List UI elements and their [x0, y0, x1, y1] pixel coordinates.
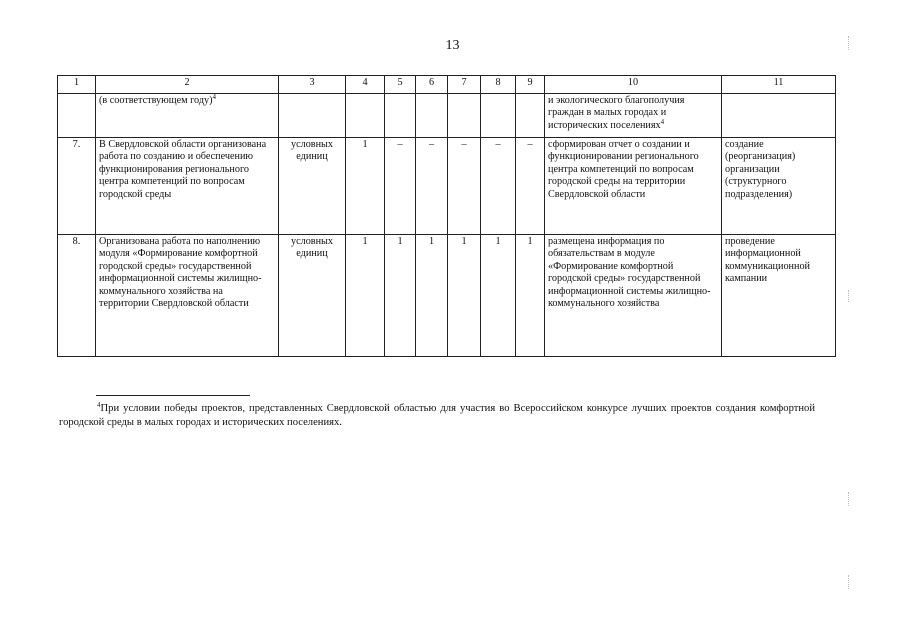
activity-cell: В Свердловской области организована работа по созданию и обеспечению функционирования регионального центра компетенций по вопросам городской среды: [96, 138, 279, 235]
page-number: 13: [445, 38, 460, 53]
table-row: [58, 138, 836, 235]
value-cell: 1: [516, 235, 545, 357]
scan-artifact: [848, 492, 850, 506]
value-cell: [481, 94, 516, 138]
scan-artifact: [848, 36, 850, 50]
column-header-2: 2: [96, 76, 279, 94]
activity-cell: Организована работа по наполнению модуля «Формирование комфортной городской среды» государственной информационной системы жилищно-коммунального хозяйства на территории Свердловской области: [96, 235, 279, 357]
footnote-ref: 4: [212, 93, 217, 101]
value-cell: [448, 94, 481, 138]
row-number: [58, 94, 96, 138]
column-header-3: 3: [279, 76, 346, 94]
footnote-marker: 4: [97, 401, 101, 409]
table-row-continuation: [58, 94, 836, 138]
value-cell: 1: [416, 235, 448, 357]
note-cell: создание (реорганизация) организации (структурного подразделения): [722, 138, 836, 235]
value-cell: [516, 94, 545, 138]
footnote-separator: [96, 395, 250, 396]
note-cell: проведение информационной коммуникационной кампании: [722, 235, 836, 357]
value-cell: –: [516, 138, 545, 235]
unit-cell: условных единиц: [279, 235, 346, 357]
value-cell: 1: [448, 235, 481, 357]
column-header-5: 5: [385, 76, 416, 94]
table-header-row: [58, 76, 836, 94]
value-cell: –: [416, 138, 448, 235]
column-header-4: 4: [346, 76, 385, 94]
footnote-ref: 4: [660, 117, 665, 126]
result-cell: [545, 94, 722, 138]
value-cell: 1: [481, 235, 516, 357]
result-cell: размещена информация по обязательствам в модуле «Формирование комфортной городской среды» государственной информационной системы жилищно-коммунального хозяйства: [545, 235, 722, 357]
note-cell: [722, 94, 836, 138]
row-number: 8.: [58, 235, 96, 357]
result-cell: сформирован отчет о создании и функционировании регионального центра компетенций по вопросам городской среды на территории Свердловской области: [545, 138, 722, 235]
footnote: [59, 402, 815, 429]
column-header-10: 10: [545, 76, 722, 94]
column-header-8: 8: [481, 76, 516, 94]
table-row: [58, 235, 836, 357]
column-header-6: 6: [416, 76, 448, 94]
unit-cell: [279, 94, 346, 138]
indicators-table: [57, 75, 836, 357]
column-header-7: 7: [448, 76, 481, 94]
row-number: 7.: [58, 138, 96, 235]
column-header-9: 9: [516, 76, 545, 94]
result-text: и экологического благополучия граждан в малых городах и исторических поселениях: [548, 95, 685, 131]
value-cell: 1: [346, 235, 385, 357]
value-cell: –: [448, 138, 481, 235]
value-cell: 1: [385, 235, 416, 357]
activity-cell: [96, 94, 279, 138]
value-cell: [385, 94, 416, 138]
unit-cell: условных единиц: [279, 138, 346, 235]
value-cell: [416, 94, 448, 138]
activity-text: (в соответствующем году): [99, 95, 213, 106]
footnote-text: При условии победы проектов, представленных Свердловской областью для участия во Всероссийском конкурсе лучших проектов создания комфортной городской среды в малых городах и исторических поселениях.: [59, 403, 815, 428]
column-header-11: 11: [722, 76, 836, 94]
value-cell: 1: [346, 138, 385, 235]
value-cell: –: [481, 138, 516, 235]
scan-artifact: [848, 575, 850, 589]
column-header-1: 1: [58, 76, 96, 94]
scan-artifact: [848, 290, 850, 302]
value-cell: [346, 94, 385, 138]
value-cell: –: [385, 138, 416, 235]
